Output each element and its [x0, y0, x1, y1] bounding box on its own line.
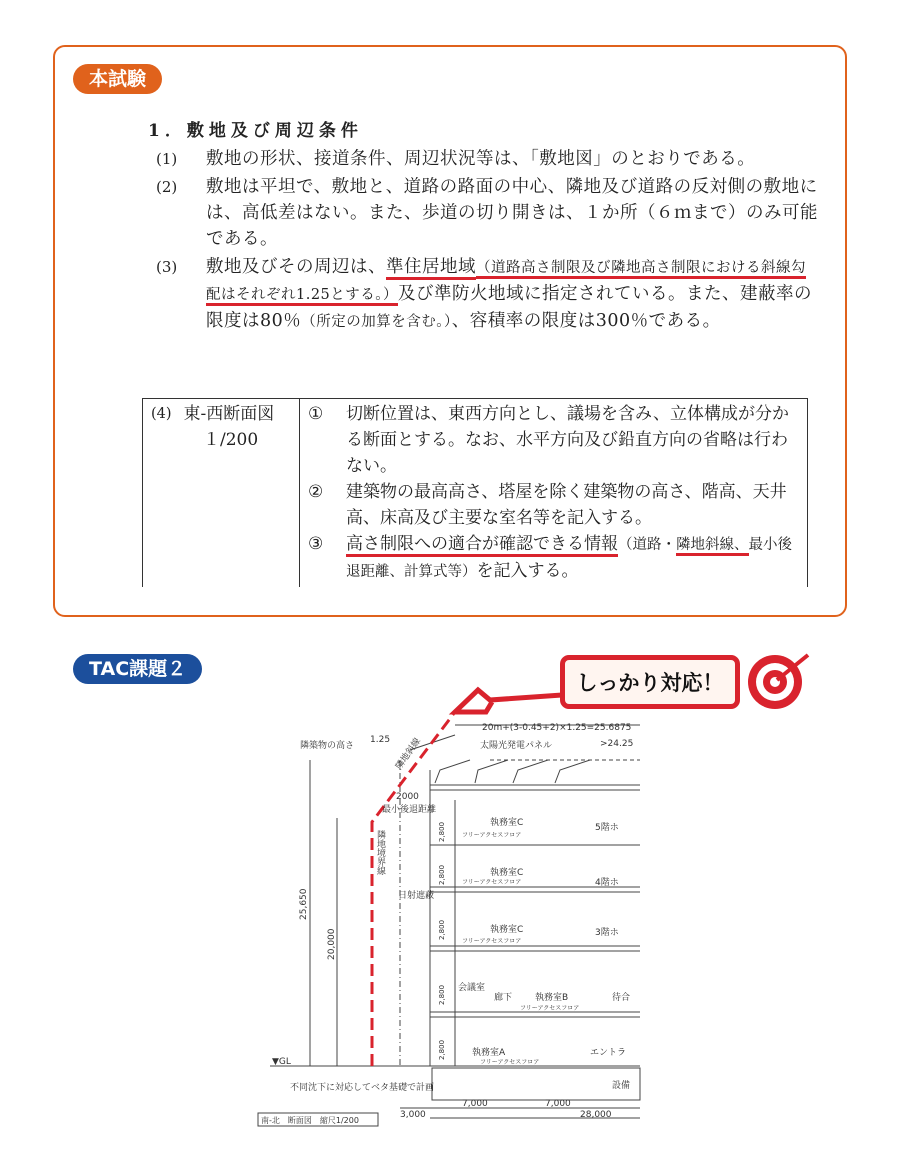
setback-label: 最小後退距離 [382, 805, 437, 815]
room-label: 執務室C [490, 925, 524, 935]
span-dim: 7,000 [545, 1099, 571, 1109]
highlight-neighbor: 隣地斜線、 [676, 537, 749, 556]
text: 最小後退距離、計算式等） [346, 537, 792, 580]
foundation-note: 不同沈下に対応してベタ基礎で計画 [290, 1083, 435, 1093]
floor-note: フリーアクセスフロア [462, 879, 522, 886]
mark: ③ [308, 534, 324, 554]
drawing-scale: １/200 [203, 430, 259, 450]
text: 敷地及びその周辺は、 [206, 257, 386, 277]
highlight-slope: （道路高さ制限及び隣地高さ制限における斜線勾配はそれぞれ1.25とする。） [206, 260, 806, 306]
boundary-label: 隣地境界線 [375, 830, 385, 875]
slope-ratio: 1.25 [370, 735, 391, 745]
text: 及び準防火地域に指定されている。また、建蔽率の限度は80％ [206, 284, 813, 331]
total-span-dim: 28,000 [580, 1110, 612, 1120]
room-label: 廊下 [494, 993, 513, 1003]
floor-height: 2,800 [438, 919, 446, 940]
height-formula: 20m+(3-0.45+2)×1.25=25.6875 [482, 723, 632, 733]
ground-level: ▼GL [272, 1057, 291, 1067]
floor-height: 2,800 [438, 984, 446, 1005]
solar-panel-label: 太陽光発電パネル [480, 741, 553, 751]
drawing-title: 東-西断面図 [183, 404, 275, 424]
item-number: (3) [156, 258, 178, 276]
item-text: 敷地は平坦で、敷地と、道路の路面の中心、隣地及び道路の反対側の敷地には、高低差はない。また、歩道の切り開きは、１か所（６ｍまで）のみ可能である。 [206, 177, 818, 249]
hall-label: 3階ホ [595, 928, 619, 938]
floor-note: フリーアクセスフロア [462, 832, 522, 839]
tac-badge: TAC課題２ [73, 654, 202, 684]
item-number: (1) [156, 150, 178, 168]
floor-height: 2,800 [438, 821, 446, 842]
total-height-dim: 25,650 [299, 888, 309, 920]
highlight-height: 高さ制限への適合が確認できる情報 [346, 534, 618, 557]
text: （道路・ [618, 537, 676, 553]
neighbor-height-label: 隣築物の高さ [300, 741, 355, 751]
target-icon [748, 655, 808, 709]
text: （所定の加算を含む。） [301, 314, 452, 330]
requirement-text: 建築物の最高高さ、塔屋を除く建築物の高さ、階高、天井高、床高及び主要な室名等を記入する。 [346, 482, 787, 528]
sunshade-label: 日射遮蔽 [398, 891, 435, 901]
item-number: (2) [156, 178, 178, 196]
section-heading: 1．敷地及び周辺条件 [148, 121, 363, 141]
room-label: 設備 [612, 1081, 631, 1091]
setback-dim: 2000 [396, 792, 419, 802]
item-number: (4) [151, 406, 172, 422]
room-label: 執務室C [490, 818, 524, 828]
highlight-zone: 準住居地域 [386, 257, 476, 280]
mark: ② [308, 482, 324, 502]
floor-note: フリーアクセスフロア [480, 1059, 540, 1066]
offset-dim: 3,000 [400, 1110, 426, 1120]
floor-note: フリーアクセスフロア [462, 938, 522, 945]
requirement-text: 切断位置は、東西方向とし、議場を含み、立体構成が分かる断面とする。なお、水平方向及び鉛直方向の省略は行わない。 [346, 404, 790, 476]
floor-note: フリーアクセスフロア [520, 1005, 580, 1012]
room-label: 会議室 [458, 983, 486, 993]
span-dim: 7,000 [462, 1099, 488, 1109]
neighbor-slope-label: 隣地斜線 [394, 736, 424, 772]
hall-label: エントラ [590, 1048, 627, 1058]
room-label: 執務室C [490, 868, 524, 878]
height-20m-dim: 20,000 [327, 928, 337, 960]
text: 、容積率の限度は300％である。 [451, 311, 721, 331]
height-limit: >24.25 [600, 739, 634, 749]
hall-label: 5階ホ [595, 823, 619, 833]
room-label: 執務室A [472, 1048, 506, 1058]
room-label: 執務室B [535, 993, 569, 1003]
drawing-caption: 南-北 断面図 縮尺1/200 [261, 1116, 359, 1125]
hall-label: 待合 [612, 993, 631, 1003]
floor-height: 2,800 [438, 1039, 446, 1060]
item-text: 敷地の形状、接道条件、周辺状況等は、「敷地図」のとおりである。 [206, 149, 756, 169]
mark: ① [308, 404, 324, 424]
text: を記入する。 [476, 561, 579, 581]
callout-badge: しっかり対応！ [560, 655, 740, 709]
floor-height: 2,800 [438, 864, 446, 885]
hall-label: 4階ホ [595, 878, 619, 888]
exam-badge: 本試験 [73, 64, 162, 94]
